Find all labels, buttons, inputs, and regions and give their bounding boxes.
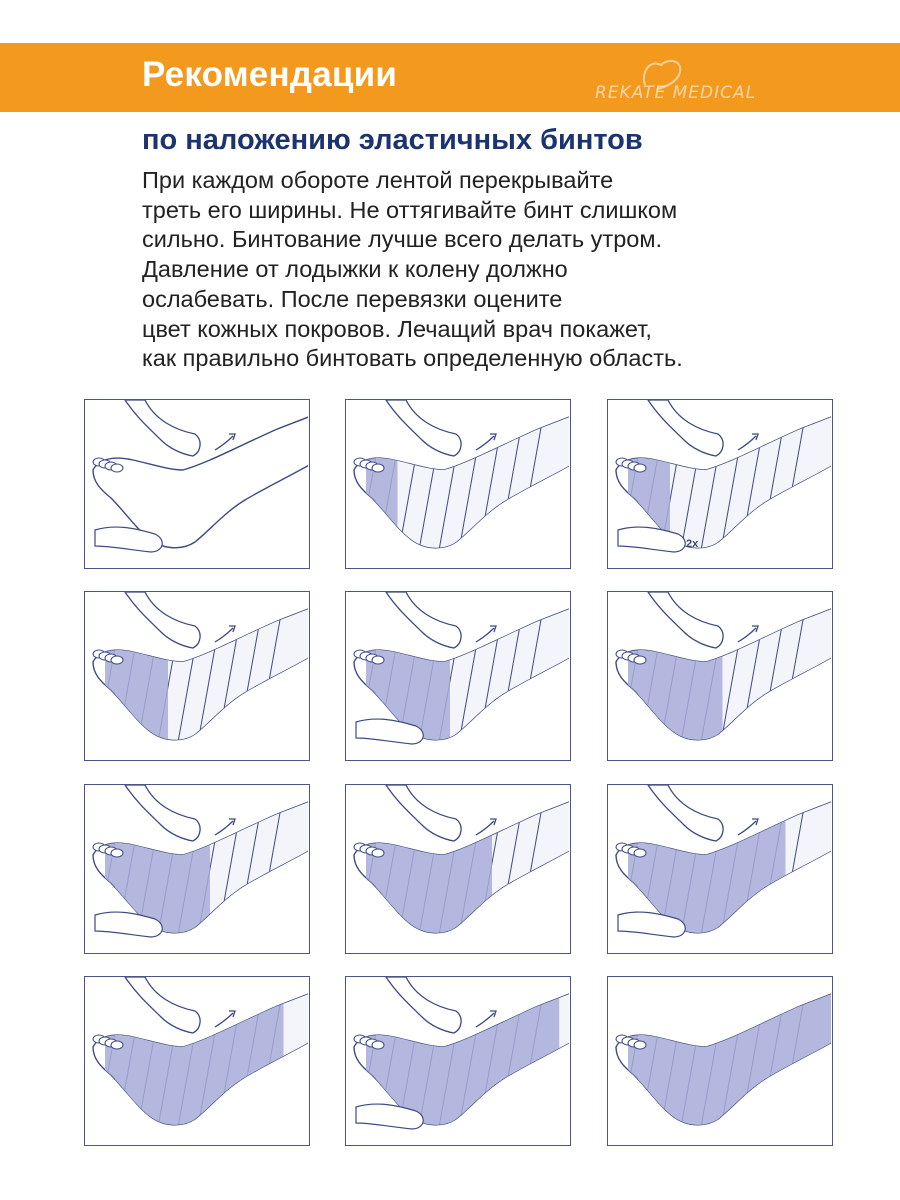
step-illustration-10 [84, 976, 310, 1146]
step-illustration-1 [84, 399, 310, 569]
hand [125, 785, 200, 841]
instructions-line: Давление от лодыжки к колену должно [142, 256, 568, 283]
brand-logo [595, 69, 780, 109]
bandage-dark-band [366, 400, 398, 567]
step-illustration-6 [607, 591, 833, 761]
step-illustration-4 [84, 591, 310, 761]
bandage-dark-band [105, 977, 284, 1144]
toe [372, 464, 384, 472]
toe [634, 656, 646, 664]
instructions-text [142, 166, 842, 374]
step-illustration-5 [345, 591, 571, 761]
hand [125, 977, 200, 1033]
toe [372, 656, 384, 664]
direction-arrow [215, 821, 233, 835]
instructions-line: цвет кожных покровов. Лечащий врач покажет, [142, 315, 652, 342]
direction-arrow [476, 821, 494, 835]
subtitle: по наложению эластичных бинтов [142, 124, 643, 156]
repeat-count-label: 2x [686, 538, 699, 550]
toe [372, 1041, 384, 1049]
hand [386, 977, 461, 1033]
step-illustration-11 [345, 976, 571, 1146]
toe [111, 464, 123, 472]
toe [634, 1041, 646, 1049]
step-illustration-2 [345, 399, 571, 569]
instructions-line: треть его ширины. Не оттягивайте бинт слишком [142, 196, 678, 223]
toe [111, 849, 123, 857]
step-illustration-7 [84, 784, 310, 954]
page-title: Рекомендации [142, 55, 398, 94]
instructions-line: как правильно бинтовать определенную область. [142, 345, 683, 372]
hand [648, 785, 723, 841]
step-illustration-9 [607, 784, 833, 954]
direction-arrow [738, 821, 756, 835]
instructions-line: ослабевать. После перевязки оцените [142, 285, 563, 312]
direction-arrow [738, 628, 756, 642]
bandage-base [376, 400, 569, 567]
toe [111, 656, 123, 664]
direction-arrow [215, 628, 233, 642]
direction-arrow [476, 628, 494, 642]
toe [372, 849, 384, 857]
toe [634, 849, 646, 857]
hand [648, 592, 723, 648]
instructions-line: При каждом обороте лентой перекрывайте [142, 167, 614, 193]
hand [125, 400, 200, 456]
hand [125, 592, 200, 648]
direction-arrow [738, 436, 756, 450]
step-illustration-8 [345, 784, 571, 954]
direction-arrow [215, 1013, 233, 1027]
direction-arrow [476, 1013, 494, 1027]
brand-name: REKATE MEDICAL [595, 83, 757, 103]
toe [111, 1041, 123, 1049]
direction-arrow [476, 436, 494, 450]
header-banner [0, 43, 900, 112]
hand [386, 592, 461, 648]
hand [648, 400, 723, 456]
direction-arrow [215, 436, 233, 450]
hand [386, 400, 461, 456]
hand [386, 785, 461, 841]
bandage-dark-band [628, 977, 831, 1144]
step-illustration-12 [607, 976, 833, 1146]
step-illustration-3 [607, 399, 833, 569]
instructions-line: сильно. Бинтование лучше всего делать утром. [142, 226, 663, 253]
toe [634, 464, 646, 472]
